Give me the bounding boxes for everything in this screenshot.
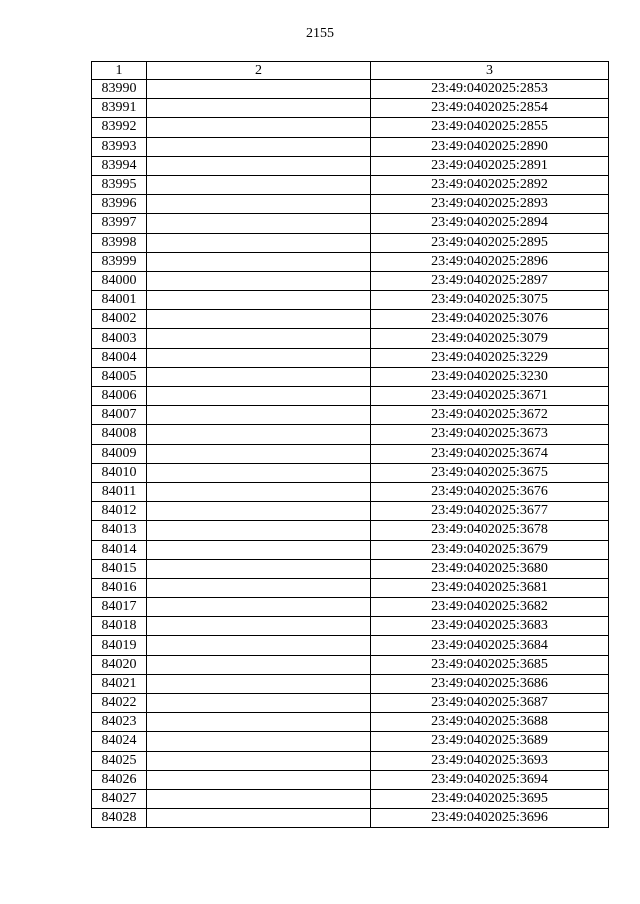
description-cell bbox=[147, 195, 371, 214]
description-cell bbox=[147, 252, 371, 271]
cadastral-number-cell: 23:49:0402025:3679 bbox=[371, 540, 609, 559]
table-body bbox=[92, 80, 609, 828]
cadastral-number-cell: 23:49:0402025:2896 bbox=[371, 252, 609, 271]
table-row bbox=[92, 502, 609, 521]
cadastral-number-cell: 23:49:0402025:3230 bbox=[371, 367, 609, 386]
row-number-cell: 83999 bbox=[92, 252, 147, 271]
column-header-2: 2 bbox=[147, 62, 371, 80]
cadastral-number-cell: 23:49:0402025:3694 bbox=[371, 770, 609, 789]
row-number-cell: 84012 bbox=[92, 502, 147, 521]
row-number-cell: 84027 bbox=[92, 789, 147, 808]
row-number-cell: 84024 bbox=[92, 732, 147, 751]
row-number-cell: 83993 bbox=[92, 137, 147, 156]
table-row bbox=[92, 271, 609, 290]
row-number-cell: 84025 bbox=[92, 751, 147, 770]
row-number-cell: 84010 bbox=[92, 463, 147, 482]
row-number-cell: 84022 bbox=[92, 694, 147, 713]
row-number-cell: 84016 bbox=[92, 578, 147, 597]
cadastral-number-cell: 23:49:0402025:3075 bbox=[371, 291, 609, 310]
cadastral-number-cell: 23:49:0402025:2854 bbox=[371, 99, 609, 118]
description-cell bbox=[147, 655, 371, 674]
cadastral-number-cell: 23:49:0402025:3076 bbox=[371, 310, 609, 329]
table-row bbox=[92, 406, 609, 425]
cadastral-number-cell: 23:49:0402025:3683 bbox=[371, 617, 609, 636]
row-number-cell: 84009 bbox=[92, 444, 147, 463]
row-number-cell: 84007 bbox=[92, 406, 147, 425]
row-number-cell: 83990 bbox=[92, 80, 147, 99]
description-cell bbox=[147, 80, 371, 99]
description-cell bbox=[147, 559, 371, 578]
cadastral-number-cell: 23:49:0402025:3686 bbox=[371, 674, 609, 693]
row-number-cell: 83995 bbox=[92, 175, 147, 194]
table-row bbox=[92, 348, 609, 367]
row-number-cell: 83992 bbox=[92, 118, 147, 137]
table-row bbox=[92, 809, 609, 828]
table-row bbox=[92, 540, 609, 559]
table-row bbox=[92, 617, 609, 636]
row-number-cell: 84020 bbox=[92, 655, 147, 674]
description-cell bbox=[147, 463, 371, 482]
page-number: 2155 bbox=[306, 26, 334, 41]
table-row bbox=[92, 694, 609, 713]
description-cell bbox=[147, 751, 371, 770]
cadastral-number-cell: 23:49:0402025:3685 bbox=[371, 655, 609, 674]
row-number-cell: 84001 bbox=[92, 291, 147, 310]
table-row bbox=[92, 175, 609, 194]
table-row bbox=[92, 195, 609, 214]
table-row bbox=[92, 444, 609, 463]
table-row bbox=[92, 674, 609, 693]
row-number-cell: 84018 bbox=[92, 617, 147, 636]
description-cell bbox=[147, 732, 371, 751]
table-row bbox=[92, 387, 609, 406]
table-row bbox=[92, 789, 609, 808]
table-row bbox=[92, 214, 609, 233]
cadastral-number-cell: 23:49:0402025:3695 bbox=[371, 789, 609, 808]
cadastral-number-cell: 23:49:0402025:3674 bbox=[371, 444, 609, 463]
description-cell bbox=[147, 502, 371, 521]
cadastral-number-cell: 23:49:0402025:3684 bbox=[371, 636, 609, 655]
cadastral-number-cell: 23:49:0402025:2853 bbox=[371, 80, 609, 99]
description-cell bbox=[147, 233, 371, 252]
description-cell bbox=[147, 789, 371, 808]
row-number-cell: 84023 bbox=[92, 713, 147, 732]
description-cell bbox=[147, 310, 371, 329]
row-number-cell: 84005 bbox=[92, 367, 147, 386]
cadastral-number-cell: 23:49:0402025:3693 bbox=[371, 751, 609, 770]
description-cell bbox=[147, 348, 371, 367]
cadastral-number-cell: 23:49:0402025:3689 bbox=[371, 732, 609, 751]
cadastral-number-cell: 23:49:0402025:3676 bbox=[371, 482, 609, 501]
description-cell bbox=[147, 674, 371, 693]
table-row bbox=[92, 636, 609, 655]
row-number-cell: 84000 bbox=[92, 271, 147, 290]
table-row bbox=[92, 521, 609, 540]
description-cell bbox=[147, 425, 371, 444]
table-row bbox=[92, 80, 609, 99]
description-cell bbox=[147, 137, 371, 156]
table-row bbox=[92, 425, 609, 444]
row-number-cell: 84021 bbox=[92, 674, 147, 693]
table-row bbox=[92, 310, 609, 329]
description-cell bbox=[147, 540, 371, 559]
description-cell bbox=[147, 118, 371, 137]
cadastral-number-cell: 23:49:0402025:3680 bbox=[371, 559, 609, 578]
description-cell bbox=[147, 578, 371, 597]
table-row bbox=[92, 713, 609, 732]
row-number-cell: 84013 bbox=[92, 521, 147, 540]
description-cell bbox=[147, 406, 371, 425]
description-cell bbox=[147, 636, 371, 655]
description-cell bbox=[147, 291, 371, 310]
description-cell bbox=[147, 598, 371, 617]
description-cell bbox=[147, 156, 371, 175]
row-number-cell: 84019 bbox=[92, 636, 147, 655]
row-number-cell: 84004 bbox=[92, 348, 147, 367]
row-number-cell: 84014 bbox=[92, 540, 147, 559]
row-number-cell: 84028 bbox=[92, 809, 147, 828]
row-number-cell: 83996 bbox=[92, 195, 147, 214]
description-cell bbox=[147, 809, 371, 828]
table-row bbox=[92, 732, 609, 751]
cadastral-number-cell: 23:49:0402025:3688 bbox=[371, 713, 609, 732]
table-row bbox=[92, 655, 609, 674]
table-row bbox=[92, 751, 609, 770]
table-row bbox=[92, 367, 609, 386]
cadastral-number-cell: 23:49:0402025:2894 bbox=[371, 214, 609, 233]
row-number-cell: 84015 bbox=[92, 559, 147, 578]
cadastral-number-cell: 23:49:0402025:3677 bbox=[371, 502, 609, 521]
cadastral-number-cell: 23:49:0402025:3675 bbox=[371, 463, 609, 482]
row-number-cell: 84003 bbox=[92, 329, 147, 348]
table-row bbox=[92, 770, 609, 789]
row-number-cell: 84008 bbox=[92, 425, 147, 444]
cadastral-number-cell: 23:49:0402025:3696 bbox=[371, 809, 609, 828]
cadastral-number-cell: 23:49:0402025:3673 bbox=[371, 425, 609, 444]
cadastral-number-cell: 23:49:0402025:3681 bbox=[371, 578, 609, 597]
description-cell bbox=[147, 99, 371, 118]
data-table bbox=[91, 61, 609, 828]
table-header-row bbox=[92, 62, 609, 80]
column-header-3: 3 bbox=[371, 62, 609, 80]
cadastral-number-cell: 23:49:0402025:3687 bbox=[371, 694, 609, 713]
cadastral-number-cell: 23:49:0402025:3671 bbox=[371, 387, 609, 406]
description-cell bbox=[147, 713, 371, 732]
description-cell bbox=[147, 214, 371, 233]
row-number-cell: 84026 bbox=[92, 770, 147, 789]
row-number-cell: 83998 bbox=[92, 233, 147, 252]
description-cell bbox=[147, 617, 371, 636]
row-number-cell: 84006 bbox=[92, 387, 147, 406]
table-row bbox=[92, 329, 609, 348]
description-cell bbox=[147, 521, 371, 540]
table-row bbox=[92, 156, 609, 175]
row-number-cell: 83991 bbox=[92, 99, 147, 118]
cadastral-number-cell: 23:49:0402025:2855 bbox=[371, 118, 609, 137]
cadastral-number-cell: 23:49:0402025:3079 bbox=[371, 329, 609, 348]
cadastral-number-cell: 23:49:0402025:2891 bbox=[371, 156, 609, 175]
row-number-cell: 83994 bbox=[92, 156, 147, 175]
row-number-cell: 84017 bbox=[92, 598, 147, 617]
cadastral-number-cell: 23:49:0402025:2890 bbox=[371, 137, 609, 156]
cadastral-number-cell: 23:49:0402025:2895 bbox=[371, 233, 609, 252]
description-cell bbox=[147, 271, 371, 290]
description-cell bbox=[147, 694, 371, 713]
table-row bbox=[92, 99, 609, 118]
table-row bbox=[92, 118, 609, 137]
description-cell bbox=[147, 175, 371, 194]
table-row bbox=[92, 463, 609, 482]
description-cell bbox=[147, 387, 371, 406]
table-row bbox=[92, 482, 609, 501]
cadastral-number-cell: 23:49:0402025:3229 bbox=[371, 348, 609, 367]
cadastral-number-cell: 23:49:0402025:2892 bbox=[371, 175, 609, 194]
row-number-cell: 84011 bbox=[92, 482, 147, 501]
table-row bbox=[92, 233, 609, 252]
cadastral-number-cell: 23:49:0402025:2897 bbox=[371, 271, 609, 290]
description-cell bbox=[147, 770, 371, 789]
table-row bbox=[92, 578, 609, 597]
table-row bbox=[92, 598, 609, 617]
table-row bbox=[92, 252, 609, 271]
description-cell bbox=[147, 367, 371, 386]
column-header-1: 1 bbox=[92, 62, 147, 80]
row-number-cell: 84002 bbox=[92, 310, 147, 329]
table-row bbox=[92, 559, 609, 578]
cadastral-number-cell: 23:49:0402025:3682 bbox=[371, 598, 609, 617]
description-cell bbox=[147, 482, 371, 501]
row-number-cell: 83997 bbox=[92, 214, 147, 233]
description-cell bbox=[147, 329, 371, 348]
description-cell bbox=[147, 444, 371, 463]
cadastral-number-cell: 23:49:0402025:3672 bbox=[371, 406, 609, 425]
table-row bbox=[92, 291, 609, 310]
cadastral-number-cell: 23:49:0402025:3678 bbox=[371, 521, 609, 540]
table-row bbox=[92, 137, 609, 156]
cadastral-number-cell: 23:49:0402025:2893 bbox=[371, 195, 609, 214]
